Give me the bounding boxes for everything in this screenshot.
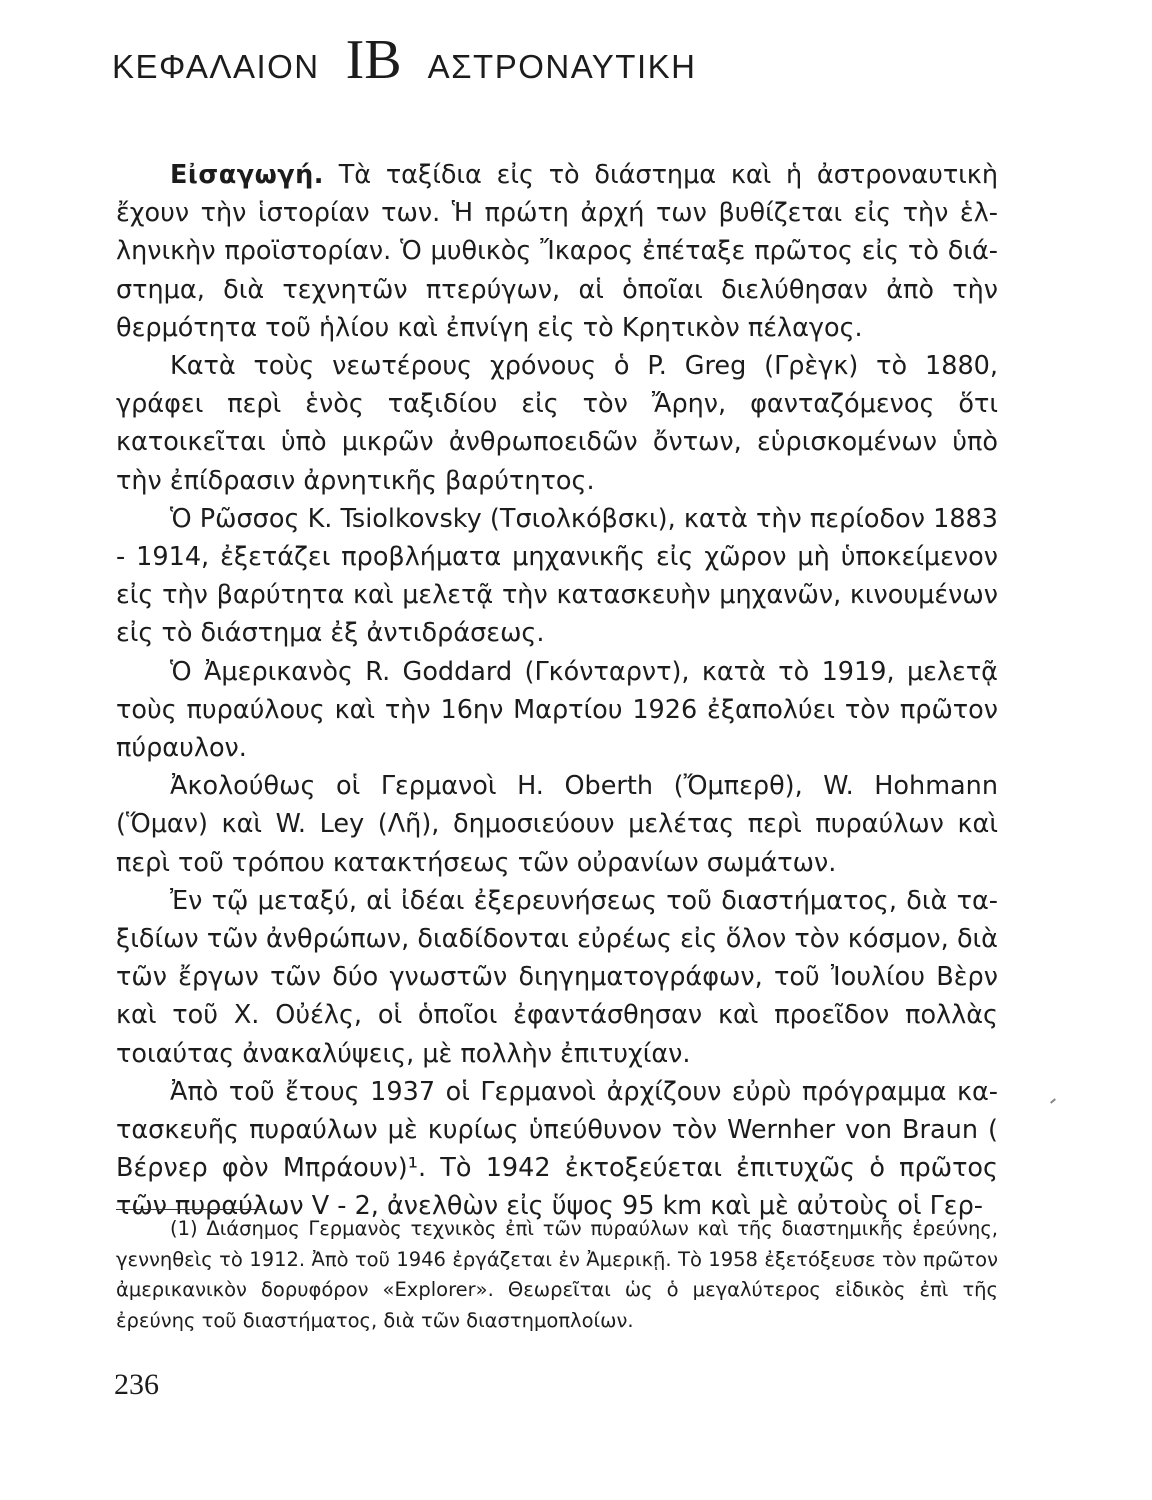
body-text bbox=[116, 156, 998, 1226]
paragraph-text: Τὰ ταξίδια εἰς τὸ διάστημα καὶ ἡ ἀστροναυτικὴ ἔχουν τὴν ἱστορίαν των. Ἡ πρώτη ἀρχή των βυθίζεται εἰς τὴν ἑλληνικὴν προϊστορίαν. Ὁ μυθικὸς Ἴκαρος ἐπέταξε πρῶτος εἰς τὸ διάστημα, διὰ τεχνητῶν πτερύγων, αἱ ὁποῖαι διελύθησαν ἀπὸ τὴν θερμότητα τοῦ ἡλίου καὶ ἐπνίγη εἰς τὸ Κρητικὸν πέλαγος. bbox=[116, 160, 998, 343]
chapter-label: ΚΕΦΑΛΑΙΟΝ bbox=[112, 48, 320, 85]
paragraph-tsiolkovsky: Ὁ Ρῶσσος K. Tsiolkovsky (Τσιολκόβσκι), κατὰ τὴν περίοδον 1883 - 1914, ἐξετάζει προβλήματα μηχανικῆς εἰς χῶρον μὴ ὑποκείμενον εἰς τὴν βαρύτητα καὶ μελετᾷ τὴν κατασκευὴν μηχανῶν, κινουμένων εἰς τὸ διάστημα ἐξ ἀντιδράσεως. bbox=[116, 503, 998, 649]
section-lead: Εἰσαγωγή. bbox=[170, 160, 324, 190]
chapter-heading bbox=[112, 28, 1012, 92]
footnotes bbox=[116, 1214, 998, 1336]
footnote-1: (1) Διάσημος Γερμανὸς τεχνικὸς ἐπὶ τῶν πυραύλων καὶ τῆς διαστημικῆς ἐρεύνης, γεννηθεὶς τὸ 1912. Ἀπὸ τοῦ 1946 ἐργάζεται ἐν Ἀμερικῇ. Τὸ 1958 ἐξετόξευσε τὸν πρῶτον ἀμερικανικὸν δορυφόρον «Explorer». Θεωρεῖται ὡς ὁ μεγαλύτερος εἰδικὸς ἐπὶ τῆς ἐρεύνης τοῦ διαστήματος, διὰ τῶν διαστημοπλοίων. bbox=[116, 1217, 998, 1332]
footnote-divider bbox=[116, 1209, 264, 1210]
chapter-number: ΙΒ bbox=[345, 29, 402, 91]
paragraph-von-braun: Ἀπὸ τοῦ ἔτους 1937 οἱ Γερμανοὶ ἀρχίζουν εὐρὺ πρόγραμμα κατασκευῆς πυραύλων μὲ κυρίως ὑπεύθυνον τὸν Wernher von Braun ( Βέρνερ φὸν Μπράουν)¹. Τὸ 1942 ἐκτοξεύεται ἐπιτυχῶς ὁ πρῶτος τῶν πυραύλων V - 2, ἀνελθὼν εἰς ὕψος 95 km καὶ μὲ αὐτοὺς οἱ Γερ- bbox=[116, 1076, 998, 1222]
paragraph-verne-wells: Ἐν τῷ μεταξύ, αἱ ἰδέαι ἐξερευνήσεως τοῦ διαστήματος, διὰ ταξιδίων τῶν ἀνθρώπων, διαδίδονται εὐρέως εἰς ὅλον τὸν κόσμον, διὰ τῶν ἔργων τῶν δύο γνωστῶν διηγηματογράφων, τοῦ Ἰουλίου Βὲρν καὶ τοῦ Χ. Οὐέλς, οἱ ὁποῖοι ἐφαντάσθησαν καὶ προεῖδον πολλὰς τοιαύτας ἀνακαλύψεις, μὲ πολλὴν ἐπιτυχίαν. bbox=[116, 885, 998, 1069]
paragraph-greg: Κατὰ τοὺς νεωτέρους χρόνους ὁ P. Greg (Γρὲγκ) τὸ 1880, γράφει περὶ ἑνὸς ταξιδίου εἰς τὸν Ἄρην, φανταζόμενος ὅτι κατοικεῖται ὑπὸ μικρῶν ἀνθρωποειδῶν ὄντων, εὑρισκομένων ὑπὸ τὴν ἐπίδρασιν ἀρνητικῆς βαρύτητος. bbox=[116, 351, 998, 496]
chapter-title: ΑΣΤΡΟΝΑΥΤΙΚΗ bbox=[427, 48, 697, 85]
print-speck bbox=[1050, 1098, 1056, 1103]
paragraph-goddard: Ὁ Ἀμερικανὸς R. Goddard (Γκόνταρντ), κατὰ τὸ 1919, μελετᾷ τοὺς πυραύλους καὶ τὴν 16ην Μαρτίου 1926 ἐξαπολύει τὸν πρῶτον πύραυλον. bbox=[116, 656, 998, 764]
page-number: 236 bbox=[114, 1368, 159, 1401]
paragraph-oberth: Ἀκολούθως οἱ Γερμανοὶ H. Oberth (Ὄμπερθ), W. Hohmann (Ὅμαν) καὶ W. Ley (Λῆ), δημοσιεύουν μελέτας περὶ πυραύλων καὶ περὶ τοῦ τρόπου κατακτήσεως τῶν οὐρανίων σωμάτων. bbox=[116, 771, 998, 878]
paragraph-introduction bbox=[116, 156, 998, 347]
